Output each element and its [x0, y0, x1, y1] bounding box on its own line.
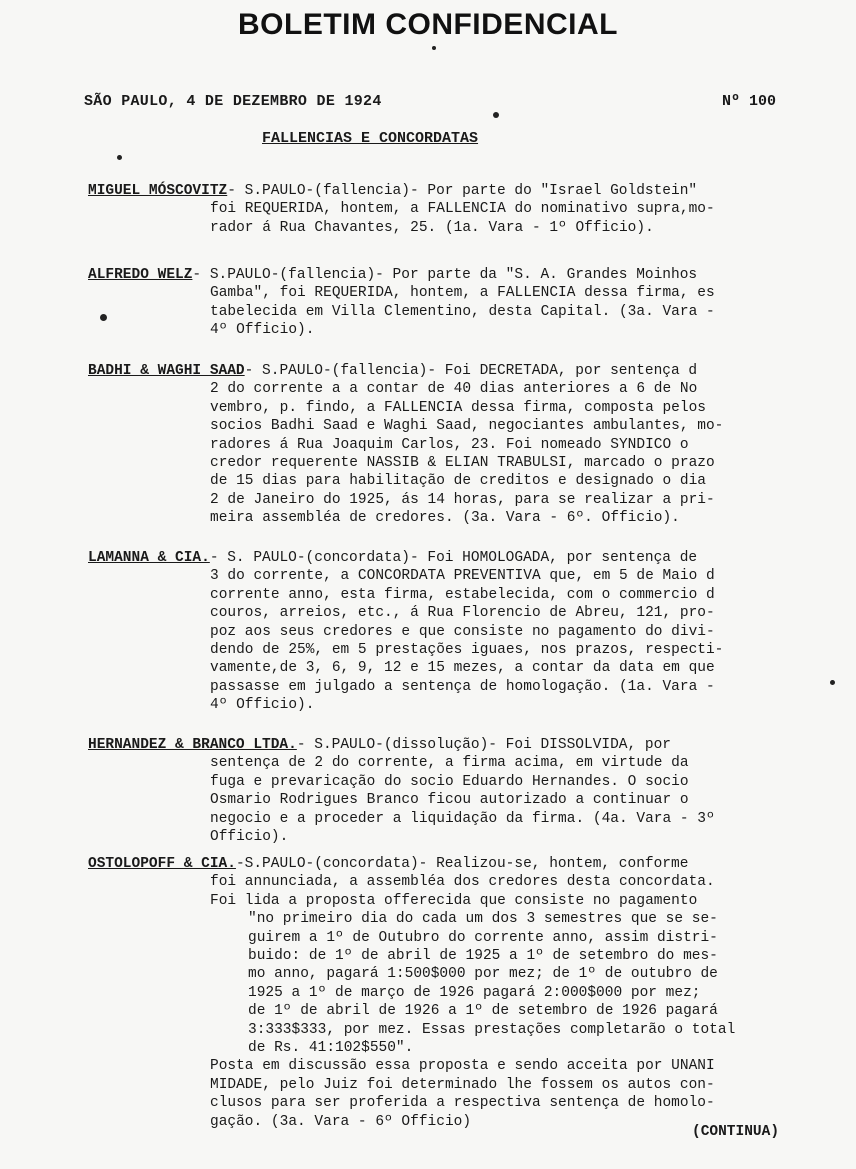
- entry-line: vamente,de 3, 6, 9, 12 e 15 mezes, a contar da data em que: [210, 660, 715, 677]
- entry-hernandez: [88, 736, 715, 846]
- entry-line: rador á Rua Chavantes, 25. (1a. Vara - 1º Officio).: [210, 219, 654, 236]
- entry-line: Officio).: [210, 829, 289, 846]
- issue-number: Nº 100: [722, 93, 777, 110]
- entry-line: -S.PAULO-(concordata)- Realizou-se, hontem, conforme: [235, 856, 689, 872]
- entry-lamanna: [88, 549, 723, 715]
- entry-line: de 15 dias para habilitação de creditos e designado o dia: [210, 473, 706, 490]
- entry-line: - S.PAULO-(fallencia)- Por parte da "S. A. Grandes Moinhos: [192, 267, 698, 283]
- entry-line: sentença de 2 do corrente, a firma acima, em virtude da: [210, 755, 689, 772]
- scan-speck: [117, 155, 122, 160]
- entry-line: corrente anno, esta firma, estabelecida, com o commercio d: [210, 586, 715, 603]
- entry-line: "no primeiro dia do cada um dos 3 semestres que se se-: [248, 911, 718, 928]
- entry-line: - S.PAULO-(fallencia)- Por parte do "Israel Goldstein": [227, 183, 698, 199]
- company-name: OSTOLOPOFF & CIA.: [88, 856, 236, 872]
- entry-line: Posta em discussão essa proposta e sendo acceita por UNANI: [210, 1058, 715, 1075]
- entry-moscovitz: [88, 182, 715, 237]
- company-name: LAMANNA & CIA.: [88, 550, 210, 566]
- entry-line: 3 do corrente, a CONCORDATA PREVENTIVA que, em 5 de Maio d: [210, 568, 715, 585]
- entry-line: - S.PAULO-(dissolução)- Foi DISSOLVIDA, por: [296, 737, 672, 753]
- entry-line: de 1º de abril de 1926 a 1º de setembro de 1926 pagará: [248, 1003, 718, 1020]
- company-name: HERNANDEZ & BRANCO LTDA.: [88, 737, 297, 753]
- entry-line: MIDADE, pelo Juiz foi determinado lhe fossem os autos con-: [210, 1076, 715, 1093]
- entry-line: foi annunciada, a assembléa dos credores desta concordata.: [210, 874, 715, 891]
- entry-line: 4º Officio).: [210, 322, 315, 339]
- masthead-title: BOLETIM CONFIDENCIAL: [238, 8, 618, 41]
- section-heading: FALLENCIAS E CONCORDATAS: [262, 130, 479, 147]
- entry-line: passasse em julgado a sentença de homologação. (1a. Vara -: [210, 678, 715, 695]
- entry-line: radores á Rua Joaquim Carlos, 23. Foi nomeado SYNDICO o: [210, 436, 689, 453]
- entry-line: gação. (3a. Vara - 6º Officio): [210, 1113, 472, 1130]
- entry-line: 2 do corrente a a contar de 40 dias anteriores a 6 de No: [210, 381, 698, 398]
- entry-line: de Rs. 41:102$550".: [248, 1040, 414, 1057]
- entry-line: credor requerente NASSIB & ELIAN TRABULSI, marcado o prazo: [210, 455, 715, 472]
- entry-line: - S. PAULO-(concordata)- Foi HOMOLOGADA, por sentença de: [209, 550, 698, 566]
- entry-line: vembro, p. findo, a FALLENCIA dessa firma, composta pelos: [210, 399, 706, 416]
- entry-line: negocio e a proceder a liquidação da firma. (4a. Vara - 3º: [210, 810, 715, 827]
- entry-line: Foi lida a proposta offerecida que consiste no pagamento: [210, 892, 698, 909]
- company-name: BADHI & WAGHI SAAD: [88, 363, 245, 379]
- entry-line: Osmario Rodrigues Branco ficou autorizado a continuar o: [210, 792, 689, 809]
- entry-line: 3:333$333, por mez. Essas prestações completarão o total: [248, 1021, 736, 1038]
- company-name: ALFREDO WELZ: [88, 267, 193, 283]
- entry-line: 1925 a 1º de março de 1926 pagará 2:000$000 por mez;: [248, 984, 701, 1001]
- scan-speck: [432, 46, 436, 50]
- entry-line: guirem a 1º de Outubro do corrente anno, assim distri-: [248, 929, 718, 946]
- entry-line: Gamba", foi REQUERIDA, hontem, a FALLENCIA dessa firma, es: [210, 285, 715, 302]
- entry-ostolopoff: [88, 855, 735, 1131]
- entry-line: dendo de 25%, em 5 prestações iguaes, nos prazos, respecti-: [210, 642, 724, 659]
- entry-saad: [88, 362, 723, 528]
- scan-speck: [493, 112, 499, 118]
- entry-line: meira assembléa de credores. (3a. Vara - 6º. Officio).: [210, 510, 680, 527]
- entry-line: socios Badhi Saad e Waghi Saad, negociantes ambulantes, mo-: [210, 418, 724, 435]
- continued-note: (CONTINUA): [692, 1124, 780, 1140]
- entry-line: 2 de Janeiro do 1925, ás 14 horas, para se realizar a pri-: [210, 491, 715, 508]
- scan-speck: [100, 314, 107, 321]
- entry-welz: [88, 266, 715, 340]
- entry-line: mo anno, pagará 1:500$000 por mez; de 1º de outubro de: [248, 966, 718, 983]
- scan-speck: [830, 680, 835, 685]
- entry-line: 4º Officio).: [210, 697, 315, 714]
- dateline: SÃO PAULO, 4 DE DEZEMBRO DE 1924: [84, 93, 382, 110]
- company-name: MIGUEL MÓSCOVITZ: [88, 183, 228, 199]
- entry-line: tabelecida em Villa Clementino, desta Capital. (3a. Vara -: [210, 303, 715, 320]
- entry-line: clusos para ser proferida a respectiva sentença de homolo-: [210, 1095, 715, 1112]
- entry-line: foi REQUERIDA, hontem, a FALLENCIA do nominativo supra,mo-: [210, 201, 715, 218]
- entry-line: - S.PAULO-(fallencia)- Foi DECRETADA, por sentença d: [244, 363, 698, 379]
- entry-line: fuga e prevaricação do socio Eduardo Hernandes. O socio: [210, 773, 689, 790]
- entry-line: buido: de 1º de abril de 1925 a 1º de setembro do mes-: [248, 948, 718, 965]
- entry-line: couros, arreios, etc., á Rua Florencio de Abreu, 121, pro-: [210, 605, 715, 622]
- entry-line: poz aos seus credores e que consiste no pagamento do divi-: [210, 623, 715, 640]
